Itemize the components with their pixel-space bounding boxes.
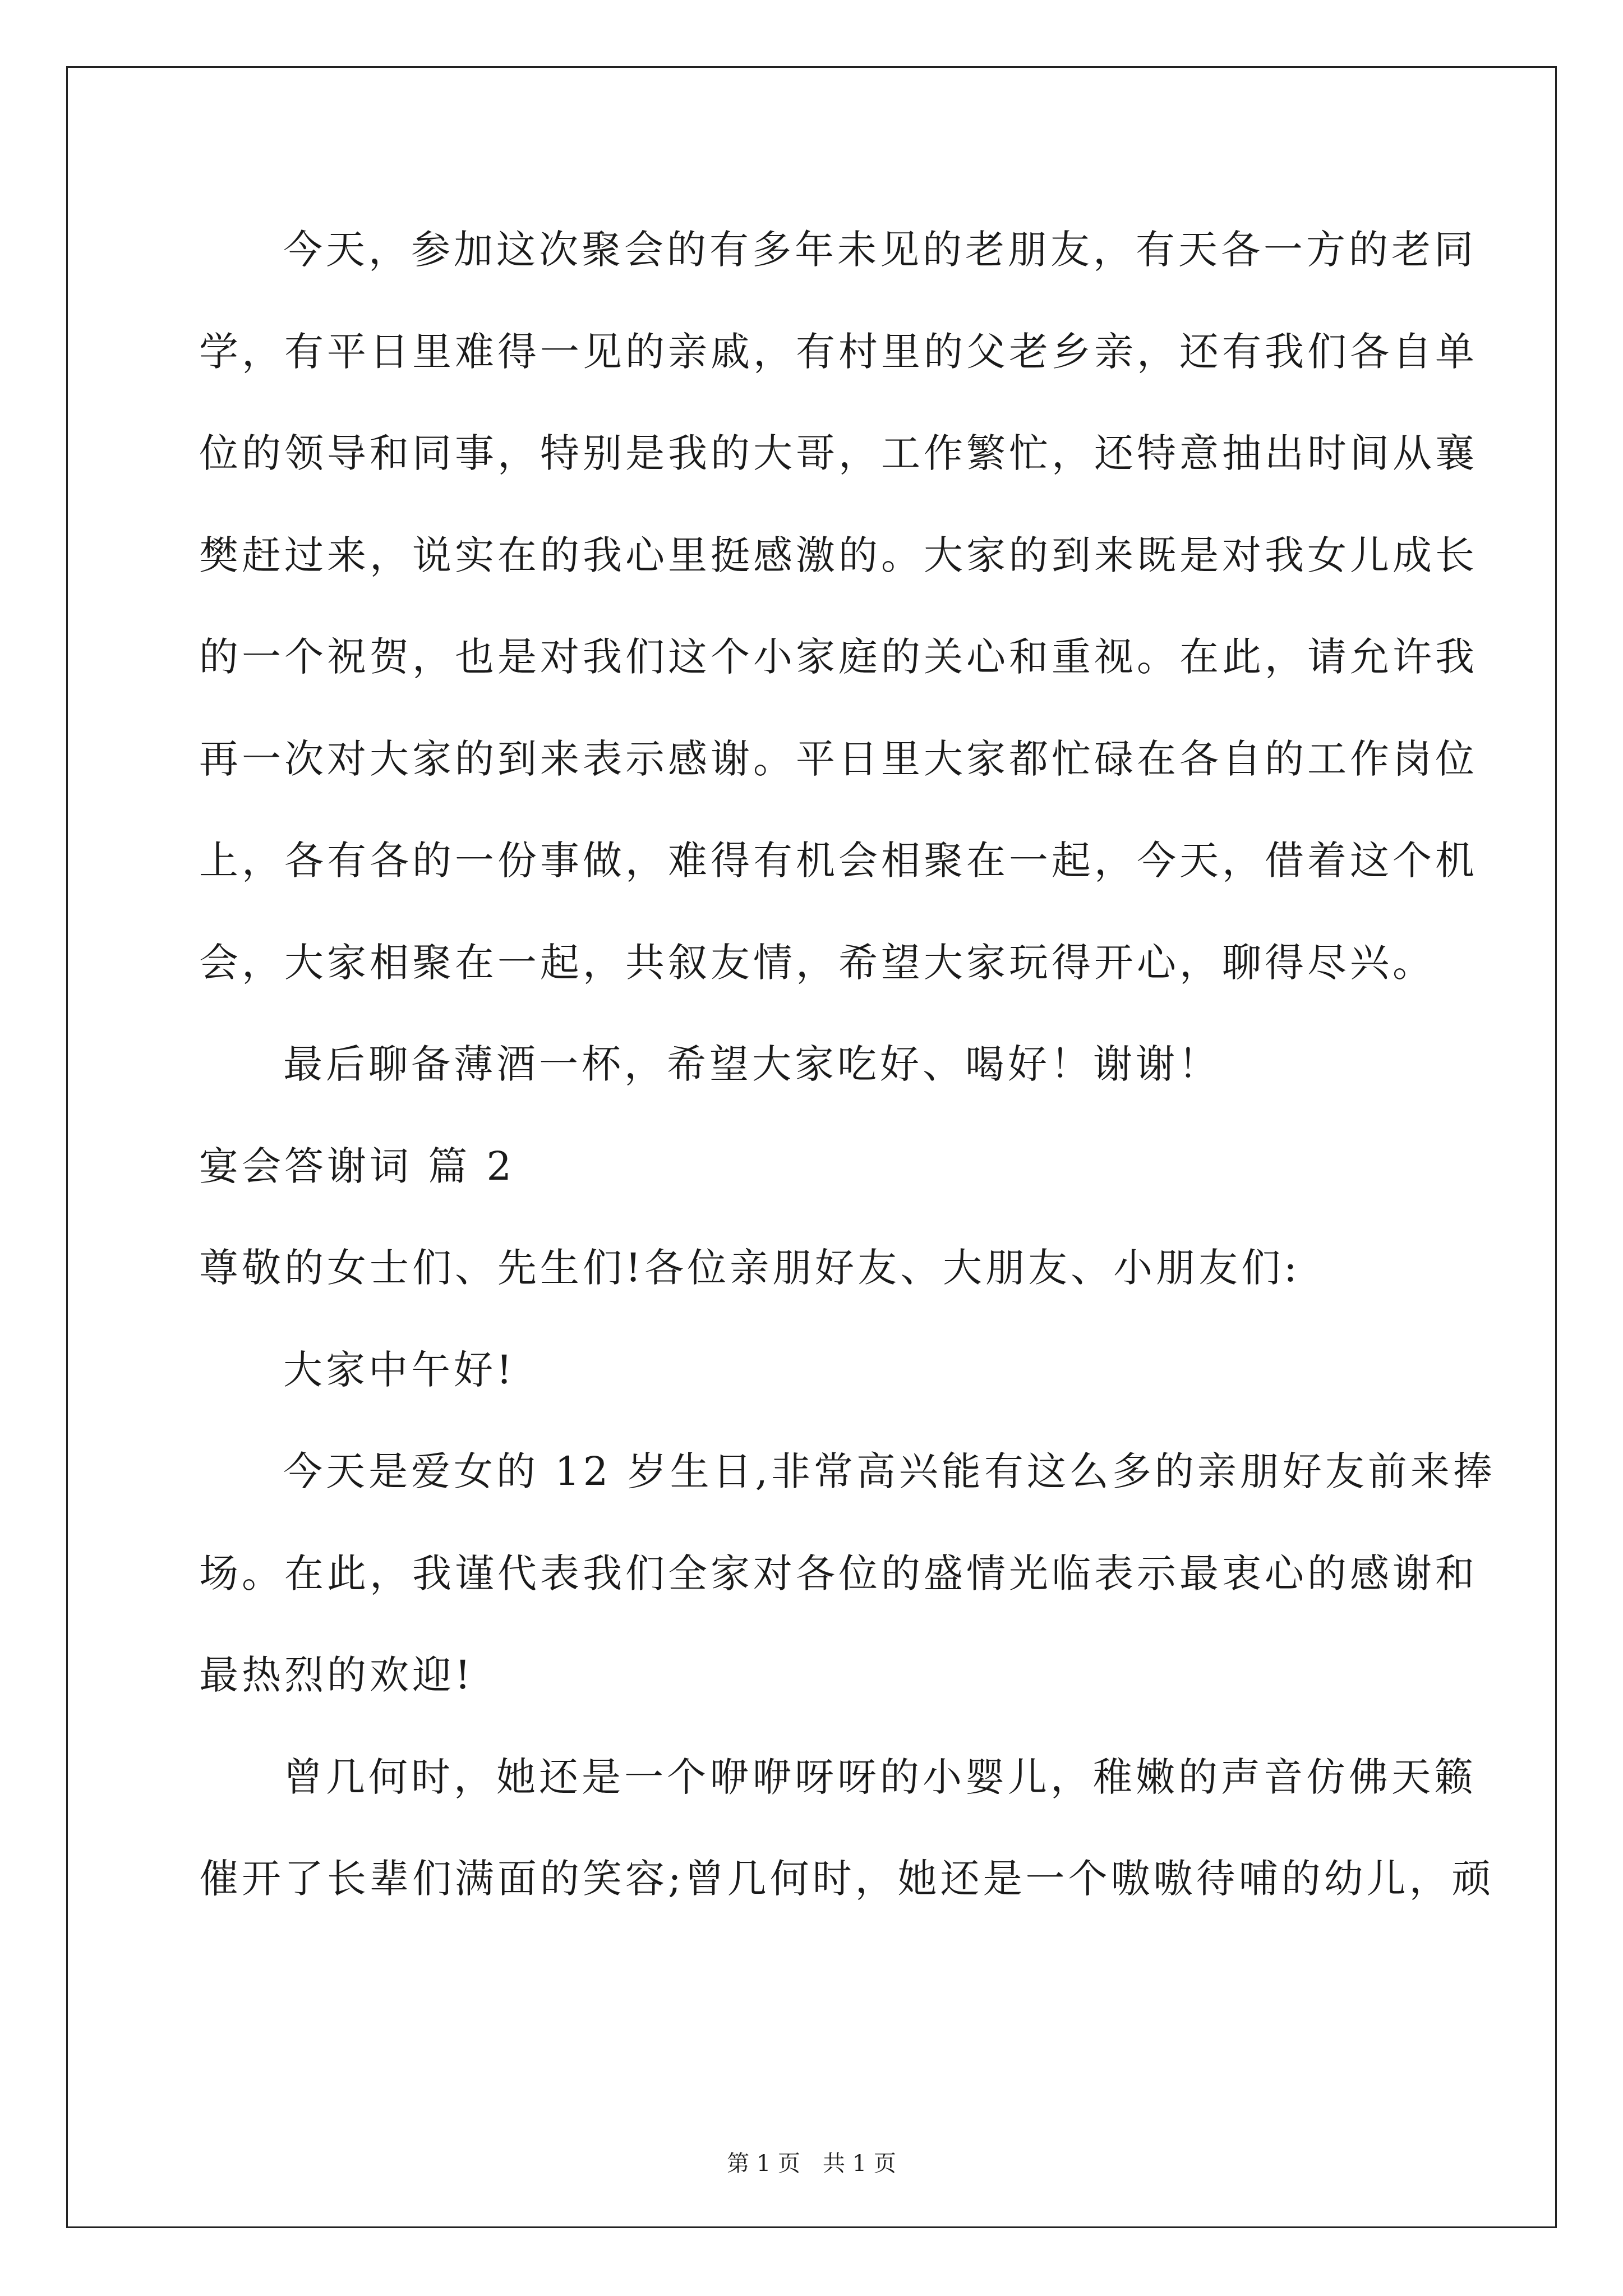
paragraph-line: 今天，参加这次聚会的有多年未见的老朋友，有天各一方的老同 (283, 227, 1477, 273)
paragraph-line: 樊赶过来，说实在的我心里挺感激的。大家的到来既是对我女儿成长 (199, 532, 1478, 578)
paragraph-line: 学，有平日里难得一见的亲戚，有村里的父老乡亲，还有我们各自单 (199, 328, 1478, 375)
paragraph-line: 会，大家相聚在一起，共叙友情，希望大家玩得开心，聊得尽兴。 (199, 939, 1435, 986)
paragraph-line: 最后聊备薄酒一杯，希望大家吃好、喝好！谢谢！ (283, 1041, 1221, 1087)
salutation-line: 尊敬的女士们、先生们!各位亲朋好友、大朋友、小朋友们: (199, 1245, 1301, 1291)
section-heading: 宴会答谢词 篇 2 (199, 1143, 515, 1189)
paragraph-line: 位的领导和同事，特别是我的大哥，工作繁忙，还特意抽出时间从襄 (199, 430, 1478, 476)
paragraph-line: 最热烈的欢迎! (199, 1652, 474, 1698)
paragraph-line: 上，各有各的一份事做，难得有机会相聚在一起，今天，借着这个机 (199, 838, 1478, 884)
paragraph-line: 再一次对大家的到来表示感谢。平日里大家都忙碌在各自的工作岗位 (199, 735, 1478, 782)
paragraph-line: 场。在此，我谨代表我们全家对各位的盛情光临表示最衷心的感谢和 (199, 1550, 1478, 1596)
page-number-footer: 第 1 页 共 1 页 (727, 2151, 896, 2177)
paragraph-line: 今天是爱女的 12 岁生日,非常高兴能有这么多的亲朋好友前来捧 (283, 1448, 1496, 1494)
document-body (199, 199, 1496, 1930)
paragraph-line: 的一个祝贺，也是对我们这个小家庭的关心和重视。在此，请允许我 (199, 634, 1478, 680)
paragraph-line: 催开了长辈们满面的笑容;曾几何时，她还是一个嗷嗷待哺的幼儿，顽 (199, 1856, 1495, 1902)
greeting-line: 大家中午好! (283, 1346, 516, 1393)
paragraph-line: 曾几何时，她还是一个咿咿呀呀的小婴儿，稚嫩的声音仿佛天籁 (283, 1754, 1477, 1800)
